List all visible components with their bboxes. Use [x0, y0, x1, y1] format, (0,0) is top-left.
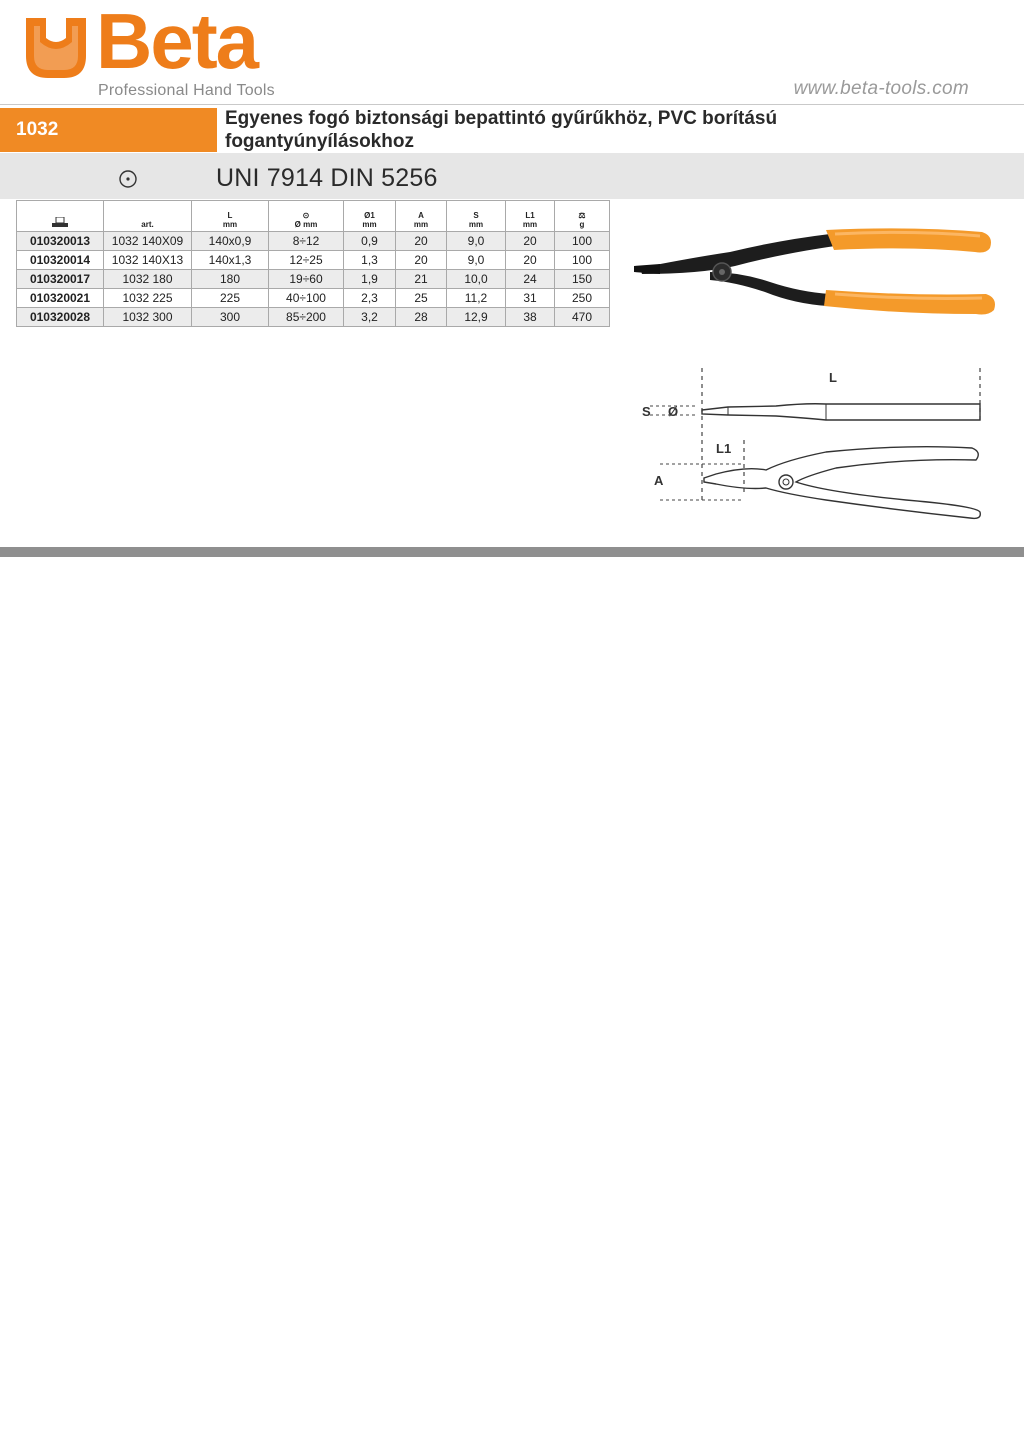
table-cell: 20	[506, 251, 555, 270]
column-header	[396, 201, 447, 232]
table-cell: 140x1,3	[192, 251, 269, 270]
product-code: 1032	[0, 108, 217, 152]
plier-upper-arm	[640, 234, 835, 274]
order-code-cell: 010320013	[17, 232, 104, 251]
table-cell: 150	[555, 270, 610, 289]
table-cell: 28	[396, 308, 447, 327]
table-cell: 100	[555, 251, 610, 270]
product-title: Egyenes fogó biztonsági bepattintó gyűrűkhöz, PVC borítású fogantyúnyílásokhoz	[225, 108, 778, 152]
table-cell: 225	[192, 289, 269, 308]
column-symbol: L1	[525, 211, 535, 220]
column-header	[17, 201, 104, 232]
table-cell: 24	[506, 270, 555, 289]
table-cell: 9,0	[447, 251, 506, 270]
header-divider	[0, 104, 1024, 105]
column-symbol: ⊙	[302, 211, 310, 220]
table-cell: 21	[396, 270, 447, 289]
column-header	[269, 201, 344, 232]
order-code-cell: 010320021	[17, 289, 104, 308]
table-cell: 1032 225	[104, 289, 192, 308]
table-cell: 20	[396, 251, 447, 270]
label-A: A	[654, 473, 664, 488]
table-cell: 100	[555, 232, 610, 251]
table-cell: 31	[506, 289, 555, 308]
table-cell: 1,9	[344, 270, 396, 289]
side-view	[702, 404, 980, 420]
column-header	[447, 201, 506, 232]
table-cell: 11,2	[447, 289, 506, 308]
table-cell: 19÷60	[269, 270, 344, 289]
table-row	[17, 308, 610, 327]
brand-tagline: Professional Hand Tools	[98, 82, 275, 99]
spec-table	[16, 200, 610, 327]
table-cell: 12,9	[447, 308, 506, 327]
label-S: S	[642, 404, 651, 419]
table-row	[17, 270, 610, 289]
column-unit: mm	[413, 220, 429, 229]
product-photo	[630, 210, 1000, 340]
circlip-icon	[118, 169, 138, 189]
column-unit: mm	[468, 220, 484, 229]
standards-band	[0, 153, 1024, 199]
table-row	[17, 289, 610, 308]
order-code-cell: 010320017	[17, 270, 104, 289]
column-header	[192, 201, 269, 232]
footer-bar	[0, 547, 1024, 557]
column-symbol: L	[227, 211, 233, 220]
table-cell: 0,9	[344, 232, 396, 251]
plier-tips	[634, 264, 660, 274]
table-cell: 20	[396, 232, 447, 251]
column-unit: Ø mm	[294, 220, 318, 229]
column-symbol: A	[418, 211, 424, 220]
column-header	[555, 201, 610, 232]
label-diameter: Ø	[668, 404, 679, 419]
table-cell: 300	[192, 308, 269, 327]
table-cell: 250	[555, 289, 610, 308]
order-code-cell: 010320028	[17, 308, 104, 327]
table-cell: 85÷200	[269, 308, 344, 327]
table-cell: 1032 180	[104, 270, 192, 289]
table-cell: 25	[396, 289, 447, 308]
table-header-row	[17, 201, 610, 232]
table-cell: 40÷100	[269, 289, 344, 308]
table-cell: 10,0	[447, 270, 506, 289]
column-symbol: S	[473, 211, 479, 220]
table-cell: 38	[506, 308, 555, 327]
column-unit: g	[579, 220, 585, 229]
brand-name: Beta	[96, 0, 258, 85]
column-symbol: Ø1	[364, 211, 375, 220]
column-unit: mm	[222, 220, 238, 229]
table-cell: 8÷12	[269, 232, 344, 251]
label-L: L	[829, 370, 837, 385]
standards-text: UNI 7914 DIN 5256	[216, 164, 438, 192]
top-view	[704, 447, 980, 519]
brand-logo	[24, 0, 294, 102]
technical-drawing	[636, 360, 996, 530]
column-unit: mm	[362, 220, 377, 229]
column-unit: mm	[522, 220, 538, 229]
table-cell: 1032 140X13	[104, 251, 192, 270]
table-cell: 3,2	[344, 308, 396, 327]
table-cell: 12÷25	[269, 251, 344, 270]
table-cell: 1032 300	[104, 308, 192, 327]
order-code-cell: 010320014	[17, 251, 104, 270]
table-cell: 2,3	[344, 289, 396, 308]
table-cell: 470	[555, 308, 610, 327]
label-L1: L1	[716, 441, 732, 456]
column-header	[344, 201, 396, 232]
table-cell: 9,0	[447, 232, 506, 251]
barcode-icon	[52, 217, 68, 227]
column-header	[104, 201, 192, 232]
table-cell: 140x0,9	[192, 232, 269, 251]
column-symbol: ⚖	[578, 211, 586, 220]
table-cell: 1032 140X09	[104, 232, 192, 251]
table-cell: 1,3	[344, 251, 396, 270]
table-cell: 180	[192, 270, 269, 289]
column-unit: art.	[141, 220, 154, 229]
table-row	[17, 251, 610, 270]
table-cell: 20	[506, 232, 555, 251]
top-view-pivot	[779, 475, 793, 489]
website-url[interactable]: www.beta-tools.com	[793, 78, 969, 99]
column-header	[506, 201, 555, 232]
table-row	[17, 232, 610, 251]
wrench-logo-icon	[24, 16, 88, 80]
